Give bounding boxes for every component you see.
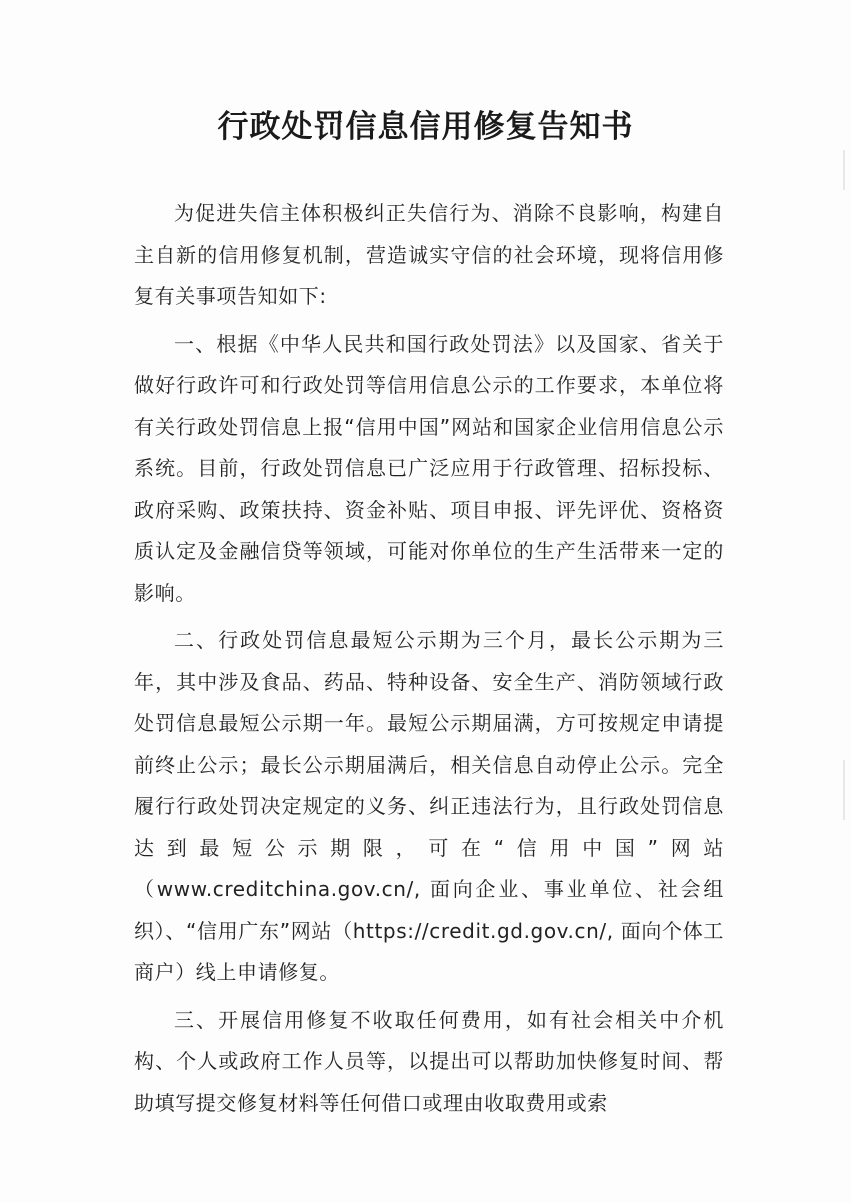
paragraph-item-1: 一、根据《中华人民共和国行政处罚法》以及国家、省关于做好行政许可和行政处罚等信用信息公示的工作要求，本单位将有关行政处罚信息上报“信用中国”网站和国家企业信用信息公示系统。目前，行政处罚信息已广泛应用于行政管理、招标投标、政府采购、政策扶持、资金补贴、项目申报、评先评优、资格资质认定及金融信贷等领域，可能对你单位的生产生活带来一定的影响。 bbox=[134, 331, 724, 605]
paragraph-item-2: 二、行政处罚信息最短公示期为三个月，最长公示期为三年，其中涉及食品、药品、特种设备、安全生产、消防领域行政处罚信息最短公示期一年。最短公示期届满，方可按规定申请提前终止公示；最长公示期届满后，相关信息自动停止公示。完全履行行政处罚决定规定的义务、纠正违法行为，且行政处罚信息达到最短公示期限，可在“信用中国”网站（www.creditchina.gov.cn/, 面向企业、事业单位、社会组织）、“信用广东”网站（https://credit.gd.gov.cn/, 面向个体工商户）线上申请修复。 bbox=[134, 628, 724, 984]
document-title: 行政处罚信息信用修复告知书 bbox=[217, 109, 634, 145]
scan-edge-mark bbox=[843, 150, 845, 190]
scan-edge-mark bbox=[843, 760, 845, 820]
paragraph-intro: 为促进失信主体积极纠正失信行为、消除不良影响，构建自主自新的信用修复机制，营造诚实守信的社会环境，现将信用修复有关事项告知如下: bbox=[134, 201, 724, 308]
paragraph-item-3: 三、开展信用修复不收取任何费用，如有社会相关中介机构、个人或政府工作人员等，以提出可以帮助加快修复时间、帮助填写提交修复材料等任何借口或理由收取费用或索 bbox=[134, 1007, 724, 1115]
document-body bbox=[134, 193, 724, 1128]
